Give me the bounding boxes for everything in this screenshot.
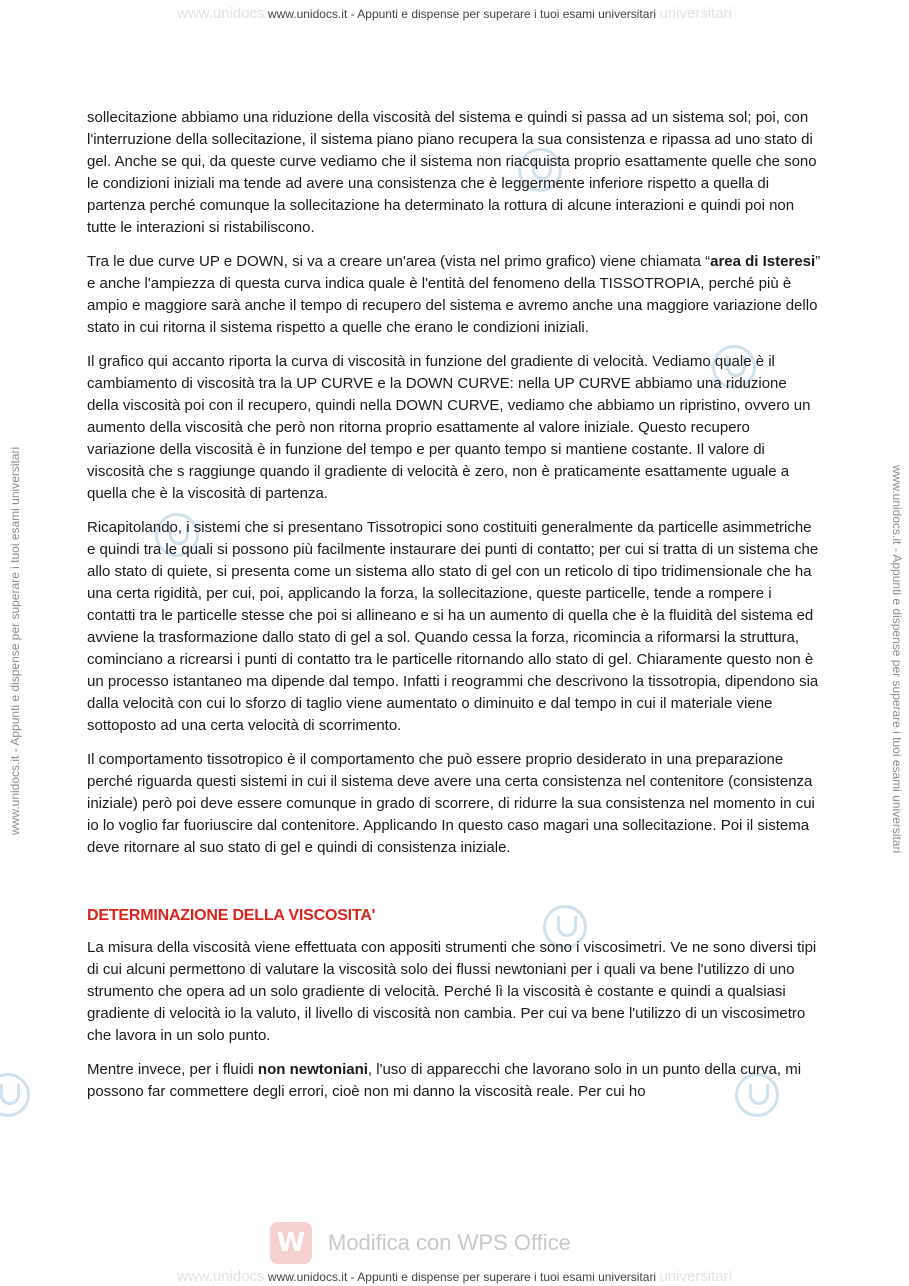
document-body <box>87 107 822 1115</box>
paragraph: Tra le due curve UP e DOWN, si va a creare un'area (vista nel primo grafico) viene chiamata “area di Isteresi” e anche l'ampiezza di questa curva indica quale è l'entità del fenomeno della TISSOTROPIA, perché più è ampio e maggiore sarà anche il tempo di recupero del sistema e avremo anche una maggiore variazione dello stato in cui ritorna il sistema rispetto a quelle che erano le condizioni iniziali. <box>87 253 821 336</box>
bold-term-isteresi: area di Isteresi <box>710 253 816 270</box>
paragraph: Ricapitolando, i sistemi che si presentano Tissotropici sono costituiti generalmente da particelle asimmetriche e quindi tra le quali si possono più facilmente instaurare dei punti di contatto; per cui si tratta di un sistema che allo stato di quiete, si presenta come un sistema allo stato di gel con un reticolo di tipo tridimensionale che ha una certa rigidità, per cui, poi, applicando la forza, la sollecitazione, queste particelle, tende a rompere i contatti tra le particelle stesse che poi si allineano e si ha un aumento di quella che è la fluidità del sistema ed avviene la trasformazione dallo stato di gel a sol. Quando cessa la forza, ricomincia a riformarsi la struttura, cominciano a ricrearsi i punti di contatto tra le particelle ritornando allo stato di gel. Chiaramente questo non è un processo istantaneo ma dipende dal tempo. Infatti i reogrammi che descrivono la tissotropia, dipendono sia dalla velocità con cui lo sforzo di taglio viene aumentato o diminuito e dal tempo in cui il materiale viene sottoposto ad una certa velocità di scorrimento. <box>87 519 819 734</box>
watermark-banner-bottom <box>0 1268 909 1285</box>
wps-edit-label: Modifica con WPS Office <box>328 1230 571 1255</box>
watermark-side-left: www.unidocs.it - Appunti e dispense per superare i tuoi esami universitari <box>8 446 22 835</box>
paragraph: Mentre invece, per i fluidi non newtoniani, l'uso di apparecchi che lavorano solo in un punto della curva, mi possono far commettere degli errori, cioè non mi danno la viscosità reale. Per cui ho <box>87 1061 802 1100</box>
ghost-watermark-left: www.unidocs <box>177 5 265 22</box>
bold-term-non-newtoniani: non newtoniani <box>257 1061 368 1078</box>
watermark-banner-top <box>0 5 909 22</box>
wps-edit-badge[interactable] <box>270 1222 571 1264</box>
ghost-watermark-right: universitari <box>659 5 732 22</box>
banner-text: www.unidocs.it - Appunti e dispense per superare i tuoi esami universitari <box>267 1270 657 1284</box>
banner-text: www.unidocs.it - Appunti e dispense per superare i tuoi esami universitari <box>267 7 657 21</box>
wps-logo-icon: W <box>270 1222 312 1264</box>
ghost-watermark-right: universitari <box>659 1268 732 1285</box>
paragraph: sollecitazione abbiamo una riduzione della viscosità del sistema e quindi si passa ad un sistema sol; poi, con l'interruzione della sollecitazione, il sistema piano piano recupera la sua consistenza e ripassa ad uno stato di gel. Anche se qui, da queste curve vediamo che il sistema non riacquista proprio esattamente quelle che sono le condizioni iniziali ma tende ad avere una consistenza che è leggermente inferiore rispetto a quella di partenza perché comunque la sollecitazione ha determinato la rottura di alcune interazioni e quindi poi non tutte le interazioni si ristabiliscono. <box>87 109 817 236</box>
paragraph: La misura della viscosità viene effettuata con appositi strumenti che sono i viscosimetri. Ve ne sono diversi tipi di cui alcuni permettono di valutare la viscosità solo dei flussi newtoniani per i quali va bene l'utilizzo di uno strumento che opera ad un solo gradiente di velocità. Perché lì la viscosità è costante e quindi a qualsiasi gradiente di velocità io la valuto, il livello di viscosità non cambia. Per cui va bene l'utilizzo di un viscosimetro che lavora in un solo punto. <box>87 939 817 1044</box>
paragraph: Il grafico qui accanto riporta la curva di viscosità in funzione del gradiente di velocità. Vediamo quale è il cambiamento di viscosità tra la UP CURVE e la DOWN CURVE: nella UP CURVE abbiamo una riduzione della viscosità poi con il recupero, quindi nella DOWN CURVE, vediamo che abbiamo un ripristino, ovvero un aumento della viscosità che però non ritorna proprio esattamente al valore iniziale. Questo recupero variazione della viscosità è in funzione del tempo e per quanto tempo si mantiene costante. Il valore di viscosità che s raggiunge quando il gradiente di velocità è zero, non è praticamente esattamente uguale a quella che è la viscosità di partenza. <box>87 353 811 502</box>
ghost-watermark-left: www.unidocs <box>177 1268 265 1285</box>
paragraph: Il comportamento tissotropico è il comportamento che può essere proprio desiderato in una preparazione perché riguarda questi sistemi in cui il sistema deve avere una certa consistenza nel contenitore (consistenza iniziale) però poi deve essere comunque in grado di scorrere, di ridurre la sua consistenza nel momento in cui io lo voglio far fuoriuscire dal contenitore. Applicando In questo caso magari una sollecitazione. Poi il sistema deve ritornare al suo stato di gel e quindi di consistenza iniziale. <box>87 751 815 856</box>
section-heading: DETERMINAZIONE DELLA VISCOSITA' <box>87 907 376 924</box>
unidocs-watermark-icon <box>0 1073 30 1117</box>
watermark-side-right: www.unidocs.it - Appunti e dispense per superare i tuoi esami universitari <box>890 465 904 854</box>
